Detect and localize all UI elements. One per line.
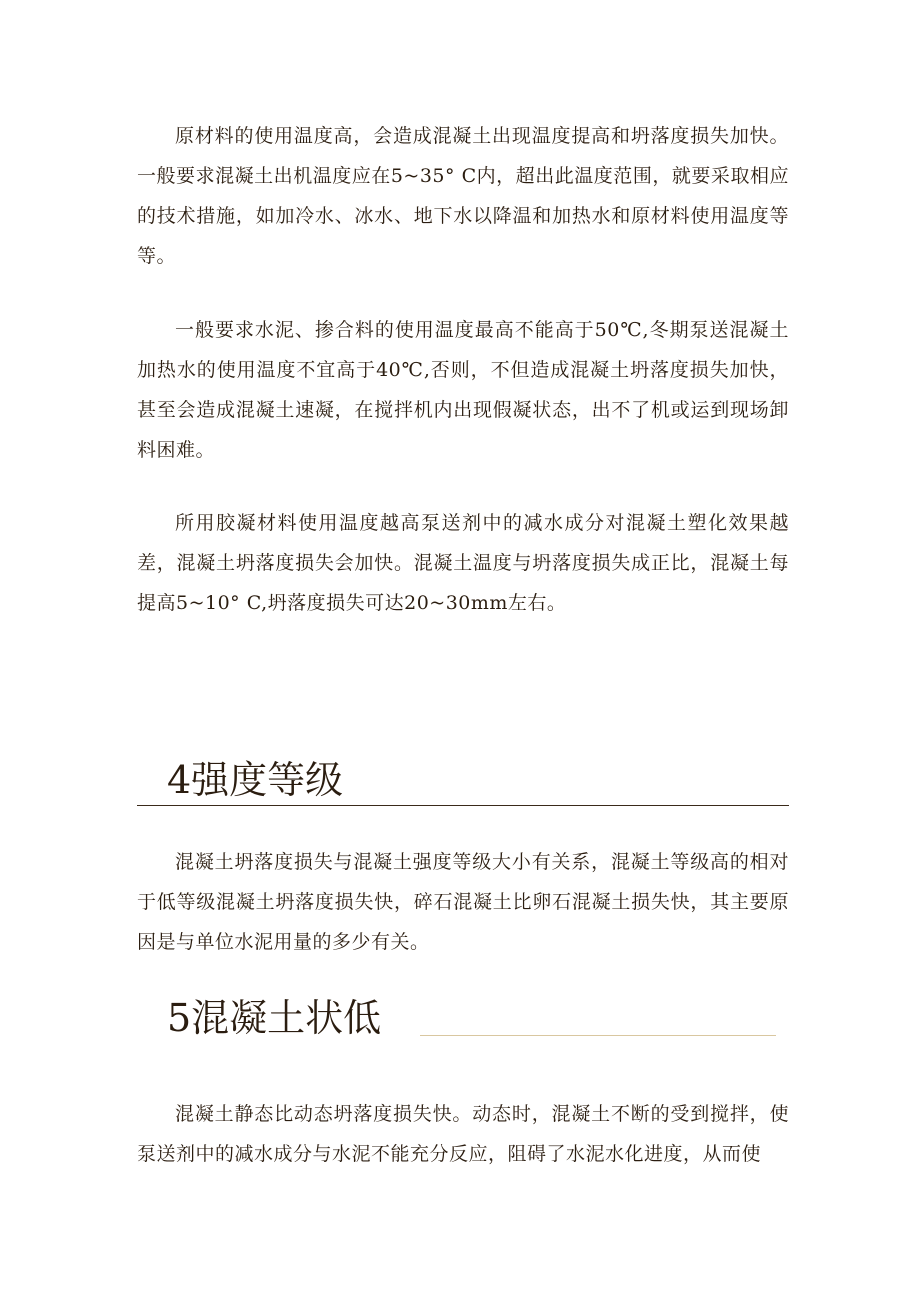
section-heading-concrete-state: 5混凝土状低 bbox=[167, 996, 382, 1040]
paragraph-strength-grade: 混凝土坍落度损失与混凝土强度等级大小有关系，混凝土等级高的相对于低等级混凝土坍落度损失快，碎石混凝土比卵石混凝土损失快，其主要原因是与单位水泥用量的多少有关。 bbox=[137, 851, 789, 953]
paragraph-cement-temperature-limit: 一般要求水泥、掺合料的使用温度最高不能高于50℃,冬期泵送混凝土加热水的使用温度不宜高于40℃,否则，不但造成混凝土坍落度损失加快，甚至会造成混凝土速凝，在搅拌机内出现假凝状态，出不了机或运到现场卸料困难。 bbox=[137, 319, 789, 461]
paragraph-static-vs-dynamic: 混凝土静态比动态坍落度损失快。动态时，混凝土不断的受到搅拌，使泵送剂中的减水成分与水泥不能充分反应，阻碍了水泥水化进度，从而使 bbox=[137, 1103, 789, 1165]
section-heading-strength-grade: 4强度等级 bbox=[167, 758, 344, 802]
paragraph-raw-material-temperature: 原材料的使用温度高，会造成混凝土出现温度提高和坍落度损失加快。一般要求混凝土出机温度应在5~35° C内，超出此温度范围，就要采取相应的技术措施，如加冷水、冰水、地下水以降温和加热水和原材料使用温度等等。 bbox=[137, 125, 789, 267]
heading-underline-rule-light bbox=[420, 1035, 776, 1036]
heading-underline-rule bbox=[137, 805, 789, 806]
paragraph-binder-temperature: 所用胶凝材料使用温度越高泵送剂中的减水成分对混凝土塑化效果越差，混凝土坍落度损失会加快。混凝土温度与坍落度损失成正比，混凝土每提高5~10° C,坍落度损失可达20~30mm左右。 bbox=[137, 512, 789, 614]
